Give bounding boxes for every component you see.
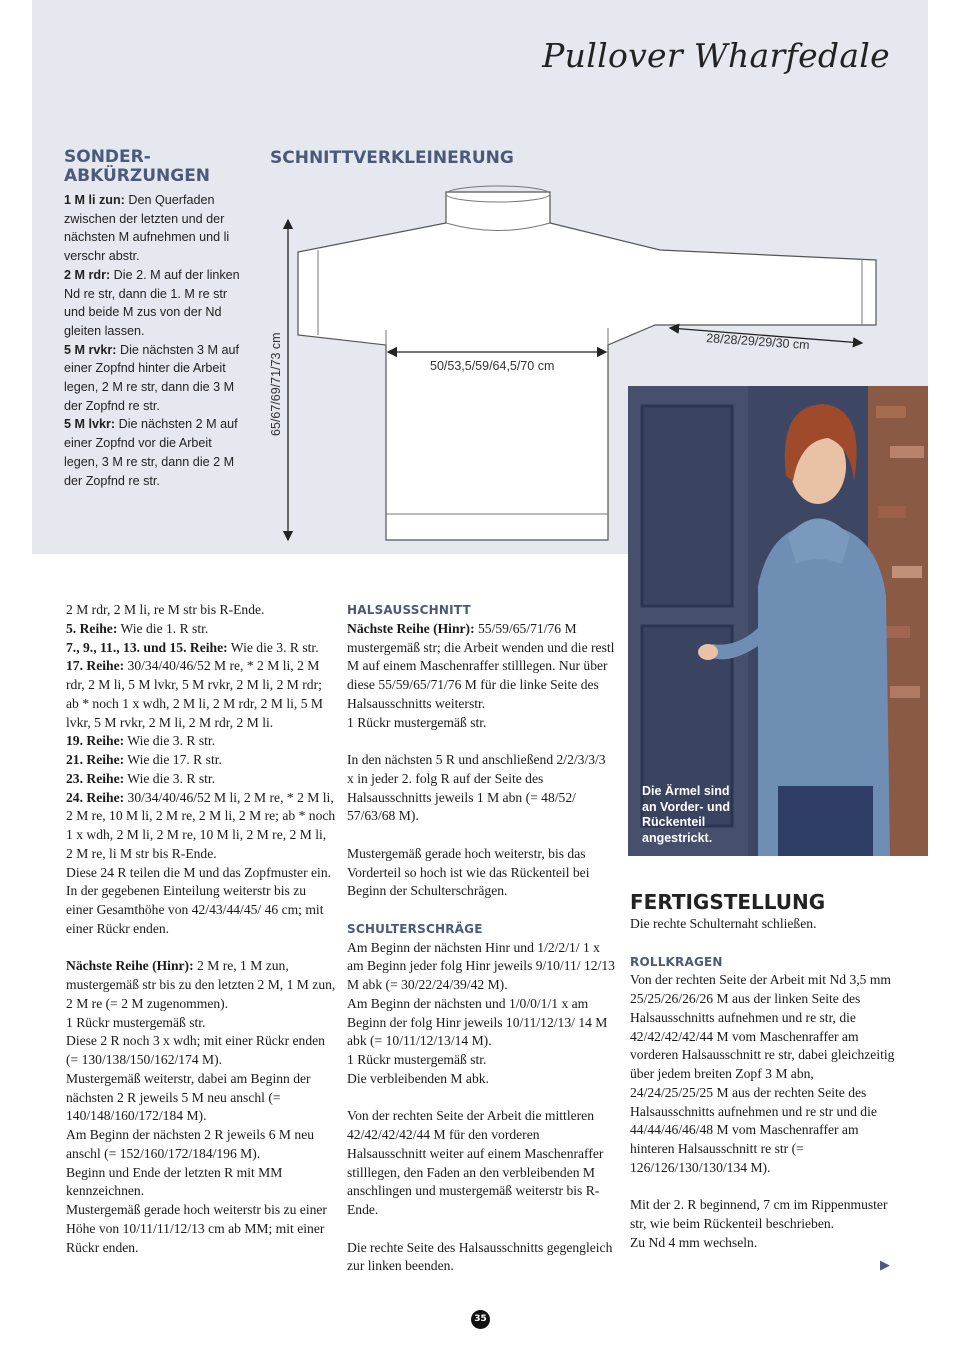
schnitt-heading: SCHNITTVERKLEINERUNG (270, 148, 514, 168)
paragraph: Diese 2 R noch 3 x wdh; mit einer Rückr enden (= 130/138/150/162/174 M). (66, 1033, 325, 1067)
sonder-heading-line1: SONDER- (64, 147, 151, 167)
paragraph: Nächste Reihe (Hinr): 2 M re, 1 M zun, mustergemäß str bis zu den letzten 2 M, 1 M zun, 2 M re (= 2 M zugenommen). (66, 958, 336, 1011)
abbreviation-item (64, 266, 244, 341)
sonder-heading (64, 148, 244, 186)
paragraph: 7., 9., 11., 13. und 15. Reihe: Wie die 3. R str. (66, 639, 319, 655)
abbreviation-item (64, 191, 244, 266)
caption-line: an Vorder- und (642, 799, 730, 814)
paragraph: Am Beginn der nächsten Hinr und 1/2/2/1/ 1 x am Beginn jeder folg Hinr jeweils 9/10/11/ 12/13 M abk (= 30/22/24/39/42 M). (347, 939, 615, 992)
paragraph: Von der rechten Seite der Arbeit die mittleren 42/42/42/42/44 M für den vorderen Halsausschnitt weiter auf einem Maschenraffer stilllegen, den Faden an den verbleibenden M anschlingen und mustergemäß weiterstr bis R-Ende. (347, 1108, 604, 1217)
abbreviation-text: Die 2. M auf der linken Nd re str, dann die 1. M re str und beide M zus von der Nd gleiten lassen. (64, 267, 240, 338)
paragraph: Die rechte Schulternaht schließen. (630, 916, 817, 931)
page-number: 35 (471, 1310, 490, 1329)
caption-line: Rückenteil (642, 815, 706, 829)
page-title: Pullover Wharfedale (542, 36, 890, 75)
section-heading-schulterschraege: SCHULTERSCHRÄGE (347, 921, 483, 936)
section-heading-rollkragen: ROLLKRAGEN (630, 954, 723, 969)
paragraph: Am Beginn der nächsten 2 R jeweils 6 M neu anschl (= 152/160/172/184/196 M). (66, 1127, 315, 1161)
abbreviation-term: 5 M lvkr: (64, 417, 116, 432)
abbreviation-text: Die nächsten 3 M auf einer Zopfnd hinter die Arbeit legen, 2 M re str, dann die 3 M der Zopfnd re str. (64, 342, 240, 413)
paragraph: 21. Reihe: Wie die 17. R str. (66, 752, 222, 767)
paragraph: Zu Nd 4 mm wechseln. (630, 1234, 758, 1250)
paragraph: 17. Reihe: 30/34/40/46/52 M re, * 2 M li, 2 M rdr, 2 M li, 5 M lvkr, 5 M rvkr, 2 M li, 2 M rdr; ab * noch 1 x wdh, 2 M li, 2 M rdr, 2 M li, 5 M lvkr, 5 M rvkr, 2 M li, 2 M rdr, 2 M li. (66, 658, 323, 730)
paragraph: Von der rechten Seite der Arbeit mit Nd 3,5 mm 25/25/26/26/26 M aus der linken Seite des Halsausschnitts aufnehmen und re str, die 42/42/42/42/44 M vom Maschenraffer am vorderen Halsausschnitt re str, dabei gleichzeitig über jedem breiten Zopf 3 M abn, 24/24/25/25/25 M aus der rechten Seite des Halsausschnitts aufnehmen und re str und die 44/44/46/46/48 M vom Maschenraffer am hinteren Halsausschnitt re str (= 126/126/130/130/134 M). (630, 972, 895, 1175)
paragraph: In den nächsten 5 R und anschließend 2/2/3/3/3 x in jeder 2. folg R auf der Seite des Halsausschnitts jeweils 1 M abn (= 48/52/ 57/63/68 M). (347, 752, 606, 824)
abbreviation-item (64, 415, 244, 490)
paragraph: Am Beginn der nächsten und 1/0/0/1/1 x am Beginn der folg Hinr jeweils 10/11/12/13/ 14 M abk (= 10/11/12/13/14 M). (347, 995, 608, 1049)
paragraph: Mustergemäß gerade hoch weiterstr, bis das Vorderteil so hoch ist wie das Rückenteil bei Beginn der Schulterschrägen. (347, 845, 590, 899)
paragraph: Die rechte Seite des Halsausschnitts gegengleich zur linken beenden. (347, 1239, 613, 1274)
paragraph: 1 Rückr mustergemäß str. (347, 1052, 487, 1067)
paragraph: In der gegebenen Einteilung weiterstr bis zu einer Gesamthöhe von 42/43/44/45/ 46 cm; mit einer Rückr enden. (66, 883, 324, 936)
paragraph: Nächste Reihe (Hinr): 55/59/65/71/76 M mustergemäß str; die Arbeit wenden und die restl M auf einem Maschenraffer stilllegen. Nur über diese 55/59/65/71/76 M für die linke Seite des Halsausschnitts weiterstr. (347, 620, 615, 711)
abbreviation-text: Den Querfaden zwischen der letzten und der nächsten M aufnehmen und li verschr abstr. (64, 193, 230, 264)
paragraph: Mit der 2. R beginnend, 7 cm im Rippenmuster str, wie beim Rückenteil beschrieben. (630, 1197, 888, 1231)
height-label: 65/67/69/71/73 cm (269, 332, 283, 436)
abbreviation-term: 5 M rvkr: (64, 342, 117, 357)
abbreviation-term: 1 M li zun: (64, 193, 125, 207)
model-photo (628, 386, 928, 856)
caption-line: Die Ärmel sind (642, 784, 730, 798)
abbreviation-term: 2 M rdr: (64, 267, 111, 282)
paragraph: Die verbleibenden M abk. (347, 1070, 489, 1086)
paragraph: Beginn und Ende der letzten R mit MM kennzeichnen. (66, 1164, 283, 1199)
photo-caption (642, 784, 730, 846)
section-heading-halsausschnitt: HALSAUSSCHNITT (347, 603, 471, 617)
caption-line: angestrickt. (642, 830, 713, 845)
abbreviation-text: Die nächsten 2 M auf einer Zopfnd vor die Arbeit legen, 3 M re str, dann die 2 M der Zopfnd re str. (64, 417, 238, 488)
paragraph: 24. Reihe: 30/34/40/46/52 M li, 2 M re, * 2 M li, 2 M re, 10 M li, 2 M re, 2 M li, 2 M re; ab * noch 1 x wdh, 2 M li, 2 M re, 10 M li, 2 M re, 2 M li, 2 M re, li M str bis R-Ende. (66, 789, 336, 861)
paragraph: 1 Rückr mustergemäß str. (66, 1014, 206, 1030)
continue-arrow-icon: ▶ (880, 1257, 890, 1272)
text-column-1 (66, 601, 336, 1257)
paragraph: 5. Reihe: Wie die 1. R str. (66, 620, 209, 636)
width-label: 50/53,5/59/64,5/70 cm (430, 359, 555, 373)
abbreviation-list (64, 191, 244, 490)
text-column-3 (630, 889, 898, 1253)
paragraph: Diese 24 R teilen die M und das Zopfmuster ein. (66, 864, 332, 880)
sleeve-label: 28/28/29/29/30 cm (705, 331, 811, 353)
paragraph: 19. Reihe: Wie die 3. R str. (66, 733, 216, 749)
paragraph: 1 Rückr mustergemäß str. (347, 714, 487, 730)
paragraph: Mustergemäß gerade hoch weiterstr bis zu einer Höhe von 10/11/11/12/13 cm ab MM; mit einer Rückr enden. (66, 1202, 327, 1255)
paragraph: 23. Reihe: Wie die 3. R str. (66, 770, 216, 786)
paragraph: 2 M rdr, 2 M li, re M str bis R-Ende. (66, 602, 265, 617)
sonder-heading-line2: ABKÜRZUNGEN (64, 166, 211, 186)
text-column-2 (347, 601, 615, 1276)
section-heading-fertigstellung: FERTIGSTELLUNG (630, 890, 826, 914)
paragraph: Mustergemäß weiterstr, dabei am Beginn der nächsten 2 R jeweils 5 M neu anschl (= 140/148/160/172/184 M). (66, 1070, 311, 1124)
abbreviation-item (64, 341, 244, 416)
